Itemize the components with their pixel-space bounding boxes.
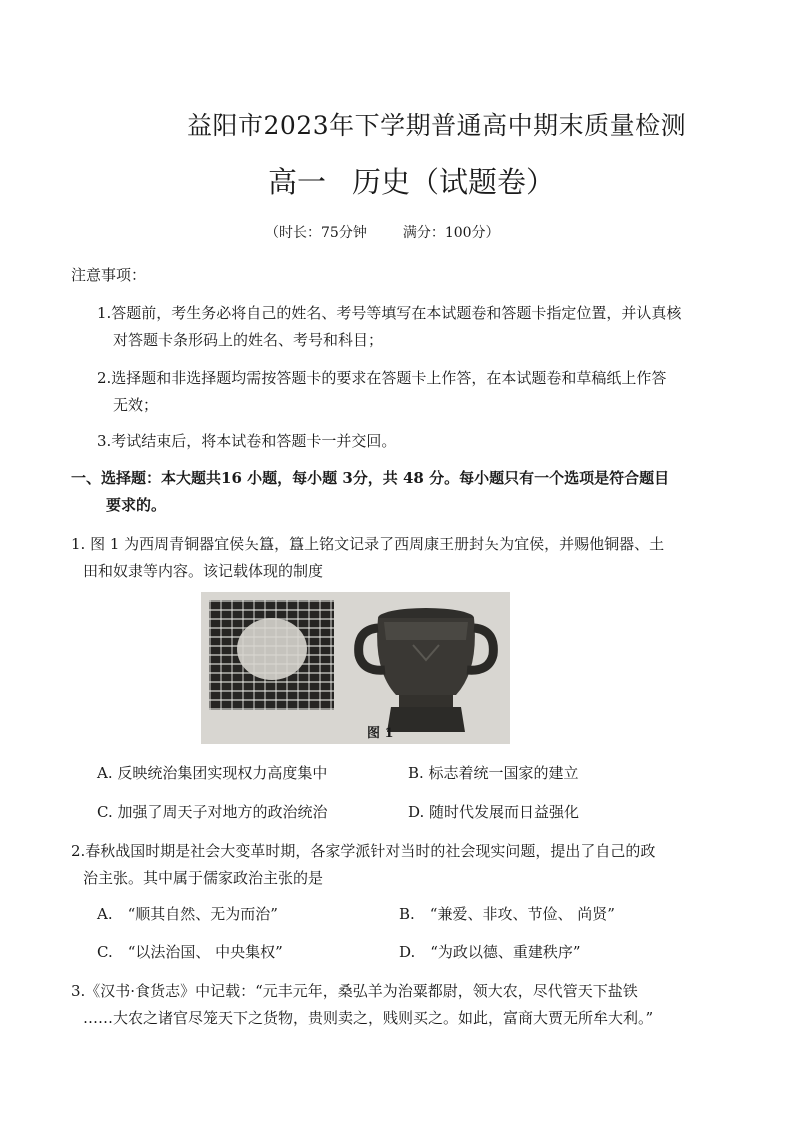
notes-heading: 注意事项： [71, 266, 147, 284]
option-c[interactable]: C. “以法治国、 中央集权” [97, 943, 283, 961]
option-d[interactable]: D. “为政以德、重建秩序” [399, 943, 581, 961]
exam-info [265, 222, 500, 242]
grade-label: 高一 [268, 165, 327, 199]
question-line: 1. 图 1 为西周青铜器宜侯夨簋，簋上铭文记录了西周康王册封夨为宜侯，并赐他铜器、土 [71, 535, 665, 553]
option-c[interactable]: C. 加强了周天子对地方的政治统治 [97, 803, 328, 821]
note-line: 2.选择题和非选择题均需按答题卡的要求在答题卡上作答，在本试题卷和草稿纸上作答 [97, 369, 667, 387]
question-line: 治主张。其中属于儒家政治主张的是 [83, 869, 324, 887]
question-3-stem [71, 978, 721, 1032]
question-2-stem [71, 838, 721, 892]
section-heading [71, 465, 721, 519]
section-line: 要求的。 [106, 496, 167, 514]
option-a[interactable]: A. 反映统治集团实现权力高度集中 [97, 764, 328, 782]
bronze-inscription-rubbing [209, 600, 334, 710]
note-line: 无效； [113, 396, 159, 414]
option-d[interactable]: D. 随时代发展而日益强化 [408, 803, 580, 821]
note-line: 对答题卡条形码上的姓名、考号和科目； [113, 331, 384, 349]
note-line: 3.考试结束后，将本试卷和答题卡一并交回。 [97, 432, 397, 450]
figure-caption: 图 1 [367, 726, 394, 741]
exam-subtitle [268, 160, 555, 201]
bronze-gui-vessel [351, 600, 501, 740]
exam-title: 益阳市2023年下学期普通高中期末质量检测 [187, 111, 687, 140]
option-b[interactable]: B. “兼爱、非攻、节俭、 尚贤” [399, 905, 615, 923]
note-item [97, 428, 727, 455]
option-b[interactable]: B. 标志着统一国家的建立 [408, 764, 579, 782]
question-line: ……大农之诸官尽笼天下之货物，贵则卖之，贱则买之。如此，富商大贾无所牟大利。” [83, 1009, 654, 1027]
option-a[interactable]: A. “顺其自然、无为而治” [97, 905, 278, 923]
note-line: 1.答题前，考生务必将自己的姓名、考号等填写在本试题卷和答题卡指定位置，并认真核 [97, 304, 682, 322]
duration-label: （时长：75分钟 [265, 225, 367, 241]
note-item [97, 365, 727, 419]
question-line: 田和奴隶等内容。该记载体现的制度 [83, 562, 324, 580]
score-label: 满分：100分） [402, 225, 500, 241]
question-line: 3.《汉书·食货志》中记载：“元丰元年，桑弘羊为治粟都尉，领大农，尽代管天下盐铁 [71, 982, 638, 1000]
subject-label: 历史（试题卷） [352, 165, 556, 199]
question-line: 2.春秋战国时期是社会大变革时期，各家学派针对当时的社会现实问题，提出了自己的政 [71, 842, 656, 860]
note-item [97, 300, 727, 354]
section-line: 一、选择题：本大题共16 小题，每小题 3分，共 48 分。每小题只有一个选项是符合题目 [71, 469, 670, 487]
question-1-stem [71, 531, 721, 585]
figure-1-image [201, 592, 510, 744]
